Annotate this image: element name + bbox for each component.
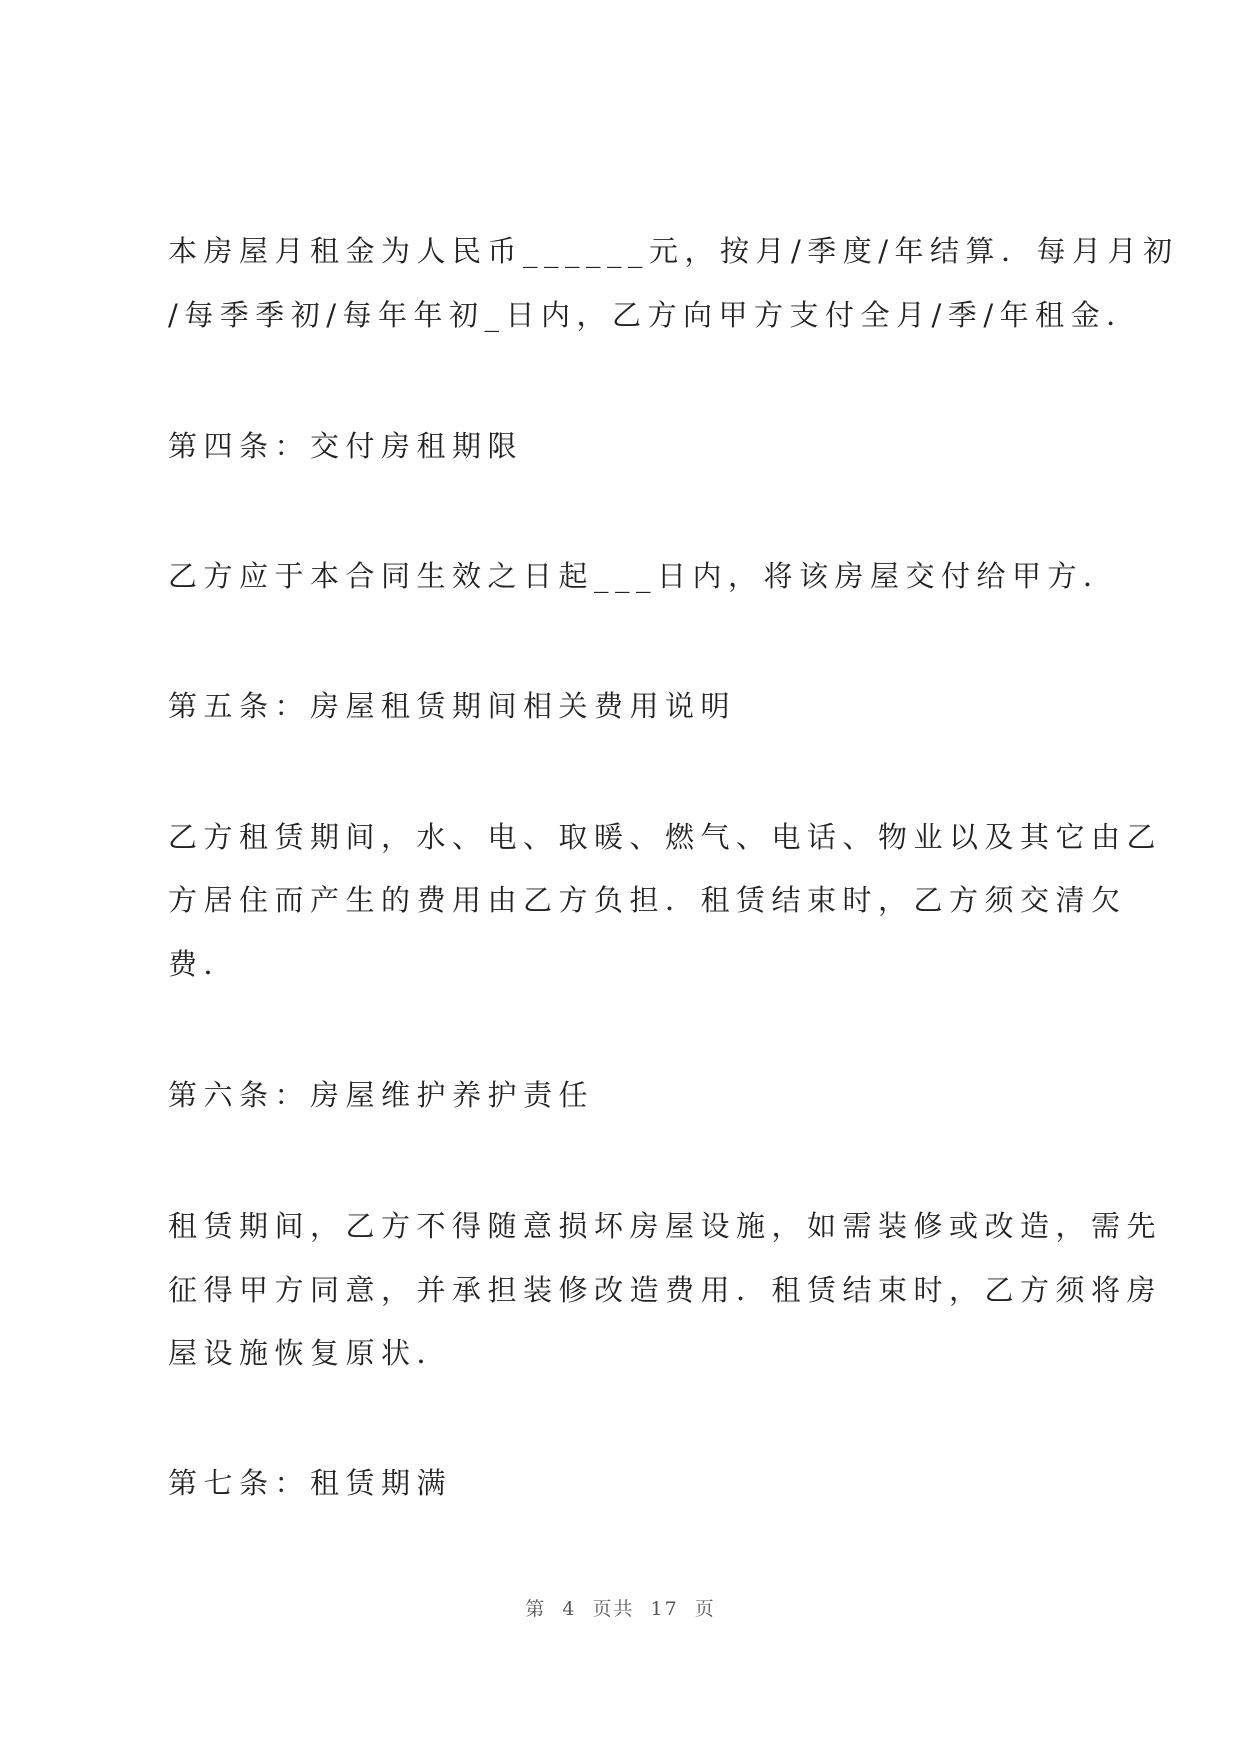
- article-6-body-line-3: 屋设施恢复原状．: [168, 1336, 453, 1370]
- article-4-body-line-1: 乙方应于本合同生效之日起___日内，将该房屋交付给甲方．: [168, 559, 1119, 593]
- article-6-heading: 第六条：房屋维护养护责任: [168, 1078, 595, 1112]
- article-6-body-line-2: 征得甲方同意，并承担装修改造费用．租赁结束时，乙方须将房: [168, 1273, 1163, 1307]
- article-6-body-line-1: 租赁期间，乙方不得随意损坏房屋设施，如需装修或改造，需先: [168, 1209, 1163, 1243]
- article-5-heading: 第五条：房屋租赁期间相关费用说明: [168, 689, 737, 723]
- rent-payment-line-1: 本房屋月租金为人民币______元，按月/季度/年结算．每月月初: [168, 234, 1179, 268]
- article-4-heading: 第四条：交付房租期限: [168, 429, 524, 463]
- article-5-body-line-2: 方居住而产生的费用由乙方负担．租赁结束时，乙方须交清欠: [168, 883, 1127, 917]
- rent-payment-line-2: /每季季初/每年年初_日内，乙方向甲方支付全月/季/年租金．: [168, 298, 1142, 332]
- article-5-body-line-3: 费．: [168, 947, 240, 981]
- article-5-body-line-1: 乙方租赁期间，水、电、取暖、燃气、电话、物业以及其它由乙: [168, 820, 1163, 854]
- article-7-heading: 第七条：租赁期满: [168, 1466, 453, 1500]
- page-number-footer: 第 4 页共 17 页: [525, 1598, 716, 1620]
